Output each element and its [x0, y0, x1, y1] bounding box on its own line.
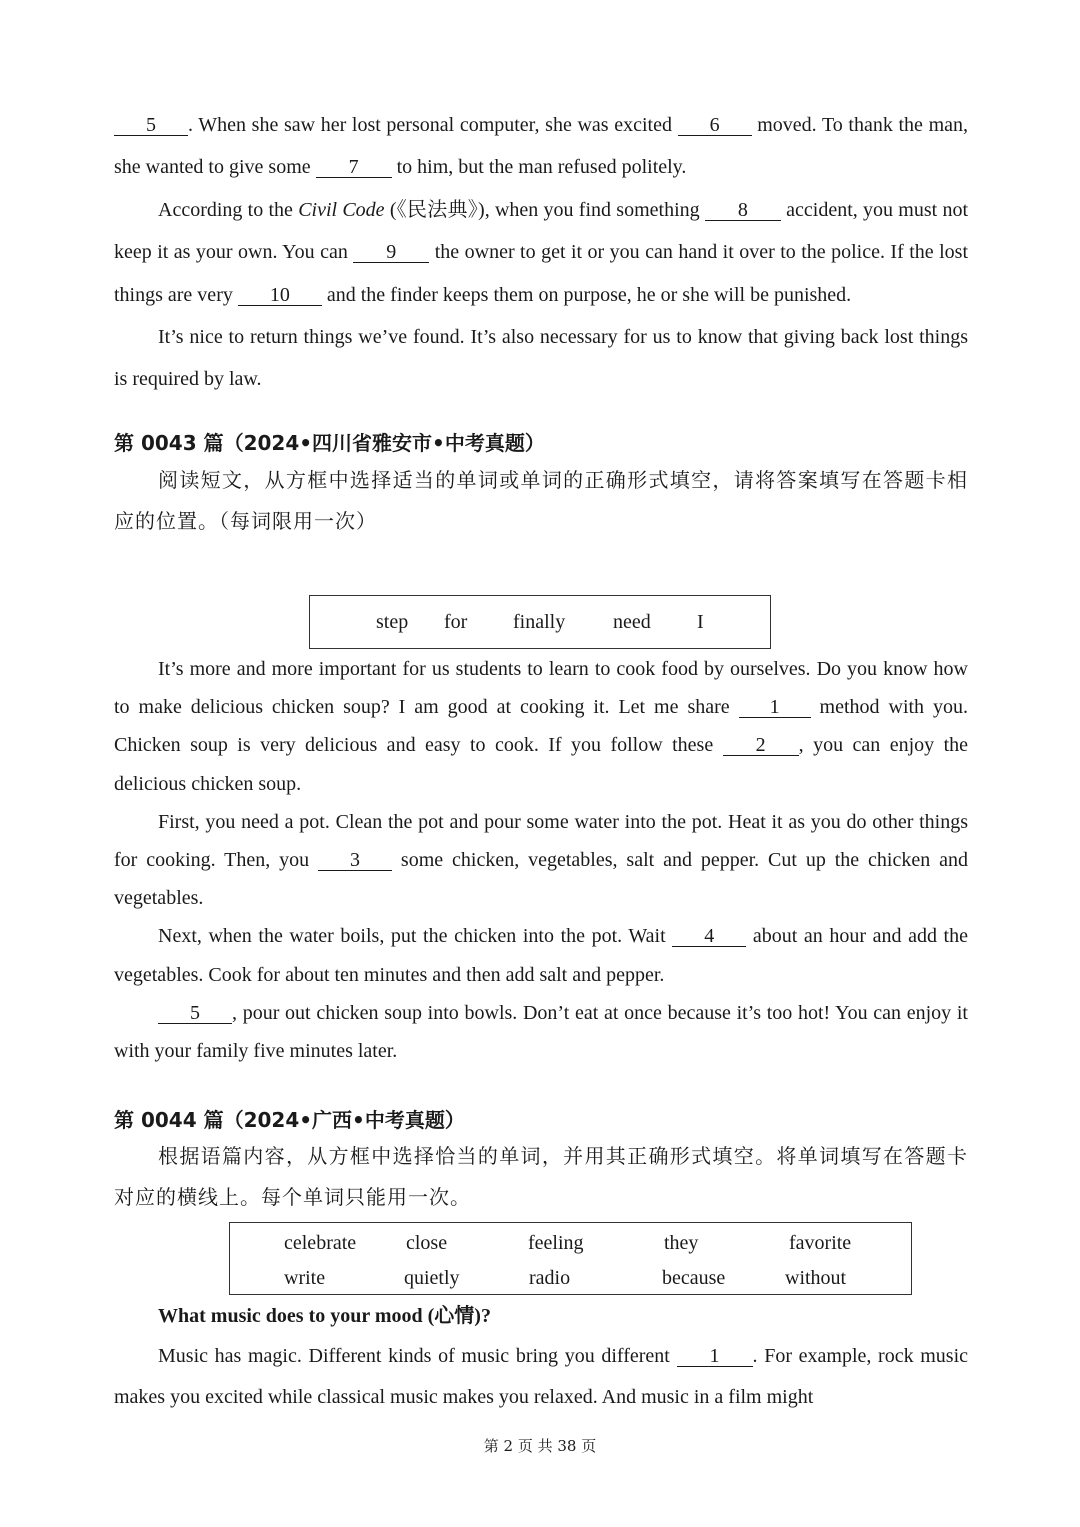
- word-box-item: I: [697, 611, 704, 633]
- page-content: [114, 104, 968, 542]
- passage-43-body: [114, 650, 968, 1218]
- p43-paragraph-2: First, you need a pot. Clean the pot and pour some water into the pot. Heat it as you do other things for cooking. Then, you 3 some chicken, vegetables, salt and pepper. Cut up the chicken and vegetables.: [114, 810, 968, 910]
- passage-43-instruction: 阅读短文，从方框中选择适当的单词或单词的正确形式填空，请将答案填写在答题卡相应的位置。（每词限用一次）: [114, 467, 968, 533]
- word-box-item: because: [662, 1267, 726, 1289]
- word-box-item: finally: [513, 611, 566, 633]
- passage-44-title: What music does to your mood (心情)?: [158, 1305, 491, 1327]
- word-box-43: [309, 595, 771, 649]
- word-box-item: radio: [529, 1267, 571, 1289]
- passage-44-instruction: 根据语篇内容，从方框中选择恰当的单词，并用其正确形式填空。将单词填写在答题卡对应的横线上。每个单词只能用一次。: [114, 1144, 968, 1210]
- word-box-item: celebrate: [284, 1232, 357, 1254]
- blank-3[interactable]: 3: [318, 850, 392, 871]
- p43-paragraph-1: It’s more and more important for us students to learn to cook food by ourselves. Do you know how to make delicious chicken soup? I am good at cooking it. Let me share 1 method with you. Chicken soup is very delicious and easy to cook. If you follow these 2 , you can enjoy the delicious chicken soup.: [114, 658, 969, 795]
- word-box-item: for: [444, 611, 468, 633]
- word-box-item: quietly: [404, 1267, 460, 1289]
- word-box-item: need: [613, 611, 651, 633]
- blank-4[interactable]: 4: [672, 926, 746, 947]
- passage-43-heading: 第 0043 篇（2024•四川省雅安市•中考真题）: [114, 430, 545, 455]
- p44-paragraph-1: Music has magic. Different kinds of music bring you different 1 . For example, rock music makes you excited while classical music makes you relaxed. And music in a film might: [114, 1345, 969, 1408]
- word-box-item: they: [664, 1232, 699, 1254]
- word-box-item: without: [785, 1267, 847, 1289]
- blank-10[interactable]: 10: [238, 285, 322, 306]
- blank-7[interactable]: 7: [316, 157, 392, 178]
- blank-8[interactable]: 8: [705, 200, 781, 221]
- p42-paragraph-1: 5 . When she saw her lost personal computer, she was excited 6 moved. To thank the man, she wanted to give some 7 to him, but the man refused politely.: [114, 114, 968, 179]
- blank-2[interactable]: 2: [723, 735, 799, 756]
- civil-code-title: Civil Code: [298, 198, 385, 221]
- word-box-item: favorite: [789, 1232, 852, 1254]
- blank-9[interactable]: 9: [353, 242, 429, 263]
- passage-44-body: [114, 1302, 968, 1418]
- word-box-item: step: [376, 611, 409, 633]
- p43-paragraph-3: Next, when the water boils, put the chicken into the pot. Wait 4 about an hour and add the vegetables. Cook for about ten minutes and then add salt and pepper.: [114, 925, 968, 986]
- p42-paragraph-2: According to the Civil Code (《民法典》), when you find something 8 accident, you must not keep it as your own. You can 9 the owner to get it or you can hand it over to the police. If the lost things are very 10 and the finder keeps them on purpose, he or she will be punished.: [114, 198, 969, 306]
- blank-5[interactable]: 5: [158, 1003, 232, 1024]
- word-box-item: close: [406, 1232, 448, 1254]
- blank-5[interactable]: 5: [114, 115, 188, 136]
- blank-6[interactable]: 6: [678, 115, 752, 136]
- p43-paragraph-4: 5 , pour out chicken soup into bowls. Don’t eat at once because it’s too hot! You can enjoy it with your family five minutes later.: [114, 1001, 968, 1063]
- word-box-item: write: [284, 1267, 326, 1289]
- p42-paragraph-3: It’s nice to return things we’ve found. It’s also necessary for us to know that giving back lost things is required by law.: [114, 326, 968, 391]
- word-box-44: [229, 1222, 912, 1295]
- blank-1[interactable]: 1: [739, 697, 811, 718]
- passage-44-heading: 第 0044 篇（2024•广西•中考真题）: [114, 1108, 465, 1133]
- word-box-item: feeling: [528, 1232, 584, 1254]
- blank-1[interactable]: 1: [677, 1346, 753, 1367]
- page-footer: 第 2 页 共 38 页: [483, 1437, 597, 1455]
